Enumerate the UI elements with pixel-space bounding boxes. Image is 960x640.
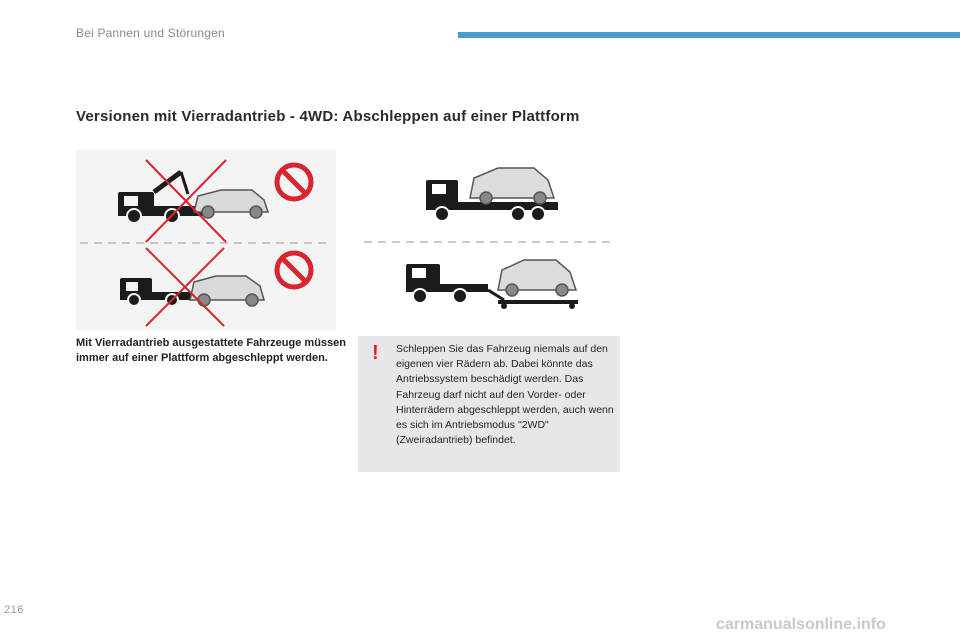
watermark: carmanualsonline.info (716, 616, 886, 633)
suv-on-platform-icon (470, 168, 554, 204)
prohibited-towing-figure (76, 150, 336, 330)
page-number: 216 (4, 604, 24, 616)
tow-truck-dolly-icon (406, 264, 504, 303)
section-title: Versionen mit Vierradantrieb - 4WD: Abschleppen auf einer Plattform (76, 108, 580, 125)
warning-text: Schleppen Sie das Fahrzeug niemals auf den eigenen vier Rädern ab. Dabei könnte das Antriebssystem beschädigt werden. Das Fahrzeug darf nicht auf den Vorder- oder Hinterrädern abgeschleppt werden, auch wenn es sich im Antriebsmodus "2WD" (Zweiradantrieb) befindet. (396, 343, 614, 447)
running-head: Bei Pannen und Störungen (76, 26, 225, 40)
header-accent-bar (458, 32, 960, 38)
warning-box (358, 336, 620, 472)
allowed-towing-figure (358, 150, 620, 315)
instruction-text: Mit Vierradantrieb ausgestattete Fahrzeuge müssen immer auf einer Plattform abgeschleppt werden. (76, 337, 346, 364)
dolly-icon (498, 300, 578, 304)
exclamation-icon: ! (372, 342, 379, 364)
suv-on-dolly-icon (498, 260, 576, 296)
